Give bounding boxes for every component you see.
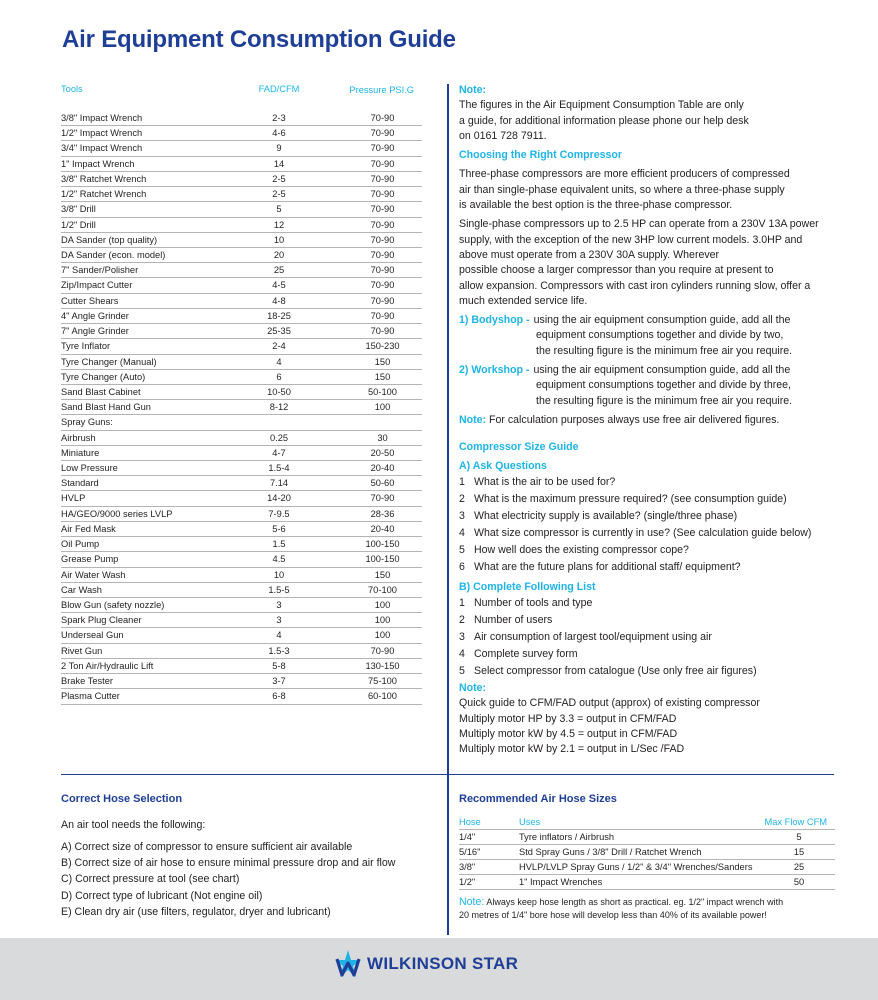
item-text: Complete survey form: [474, 648, 578, 661]
pressure-value: 50-60: [370, 478, 395, 489]
pressure-value: 100: [374, 615, 391, 626]
hose-selection-intro: An air tool needs the following:: [61, 819, 206, 831]
table-row: [61, 126, 422, 141]
tool-name: DA Sander (econ. model): [61, 249, 166, 260]
table-row: [61, 263, 422, 278]
table-row: [61, 583, 422, 598]
item-text: How well does the existing compressor cope?: [474, 543, 689, 556]
table-row: [459, 860, 835, 875]
pressure-value: 70-90: [370, 310, 395, 321]
table-row: [61, 552, 422, 567]
table-row: [61, 476, 422, 491]
tool-name: Air Fed Mask: [61, 523, 116, 534]
item-text: Number of tools and type: [474, 597, 593, 610]
max-flow-value: 25: [793, 862, 805, 872]
item-number: 3: [459, 509, 465, 522]
questions-list: [459, 474, 839, 576]
tool-name: 3/8" Impact Wrench: [61, 113, 143, 123]
tool-name: HVLP: [61, 493, 86, 504]
pressure-value: 70-90: [370, 249, 395, 260]
workshop-label: 2) Workshop -: [459, 364, 530, 377]
complete-list: [459, 595, 839, 680]
tool-name: Brake Tester: [61, 676, 114, 687]
tool-name: 3/8" Drill: [61, 204, 96, 215]
air-hose-body: [459, 830, 835, 890]
fad-cfm-value: 4: [276, 356, 282, 367]
table-row: [61, 324, 422, 339]
pressure-value: [325, 415, 422, 429]
table-row: [61, 507, 422, 522]
tool-name: 4" Angle Grinder: [61, 310, 129, 321]
table-row: [61, 537, 422, 552]
table-row: [61, 644, 422, 659]
fad-cfm-value: 7.14: [269, 478, 289, 489]
tool-name: Underseal Gun: [61, 630, 124, 641]
fad-cfm-value: 0.25: [269, 432, 289, 443]
table-row: [459, 875, 835, 890]
choosing-paragraph-1: Three-phase compressors are more efficient producers of compressed air than single-phase equivalent units, so where a three-phase supply is available the best option is the three-phase compressor.: [459, 168, 790, 212]
max-flow-value: 15: [793, 847, 805, 857]
pressure-value: 70-90: [370, 189, 395, 200]
col-header-max-flow: Max Flow CFM: [764, 817, 827, 827]
tool-name: Blow Gun (safety nozzle): [61, 600, 165, 610]
fad-cfm-value: 20: [273, 249, 285, 260]
table-row: [61, 339, 422, 354]
tool-name: Air Water Wash: [61, 569, 126, 580]
hose-item: E) Clean dry air (use filters, regulator, dryer and lubricant): [61, 905, 331, 918]
footer-band: [0, 938, 878, 1000]
choosing-heading: Choosing the Right Compressor: [459, 149, 623, 162]
output-note-text: Quick guide to CFM/FAD output (approx) of existing compressor Multiply motor HP by 3.3 = output in CFM/FAD Multiply motor kW by 4.5 = output in CFM/FAD Multiply motor kW by 2.1 = output in L/Sec /FAD: [459, 697, 760, 756]
tool-name: Zip/Impact Cutter: [61, 280, 133, 291]
item-number: 5: [459, 543, 465, 556]
fad-cfm-value: 3: [276, 615, 282, 626]
hose-uses: Tyre inflators / Airbrush: [519, 832, 615, 842]
list-item: [459, 559, 839, 576]
pressure-value: 70-90: [370, 326, 395, 337]
bodyshop-label: 1) Bodyshop -: [459, 314, 530, 327]
tool-name: Spray Guns:: [61, 417, 113, 428]
hose-size: 5/16": [459, 847, 481, 857]
item-text: What is the air to be used for?: [474, 475, 616, 488]
air-hose-note-label: Note:: [459, 896, 485, 908]
tool-name: Sand Blast Hand Gun: [61, 402, 151, 413]
table-row: [61, 461, 422, 476]
list-item: [459, 663, 839, 680]
table-row: [61, 522, 422, 537]
item-text: Select compressor from catalogue (Use only free air figures): [474, 665, 757, 678]
compressor-info: [459, 83, 839, 758]
pressure-value: 70-100: [368, 584, 397, 595]
pressure-value: 20-40: [370, 523, 395, 534]
tool-name: DA Sander (top quality): [61, 234, 158, 245]
fad-cfm-value: 2-5: [272, 173, 286, 184]
table-row: [61, 613, 422, 628]
hose-uses: 1" Impact Wrenches: [519, 877, 603, 887]
tool-name: Car Wash: [61, 584, 102, 595]
step-line: the resulting figure is the minimum free air you require.: [536, 344, 793, 357]
pressure-value: 75-100: [368, 676, 397, 687]
fad-cfm-value: 1.5-5: [268, 584, 290, 595]
pressure-value: 100: [374, 402, 391, 413]
item-number: 3: [459, 631, 465, 644]
table-row: [459, 830, 835, 845]
ask-questions-heading: A) Ask Questions: [459, 459, 547, 472]
tool-name: 1/2" Drill: [61, 219, 96, 230]
table-row: [61, 431, 422, 446]
tool-name: Rivet Gun: [61, 645, 103, 656]
table-row: [61, 568, 422, 583]
workshop-step: 2) Workshop - using the air equipment consumption guide, add all the: [459, 363, 839, 378]
pressure-value: 70-90: [370, 173, 395, 184]
fad-cfm-value: 8-12: [269, 402, 289, 413]
fad-cfm-value: [233, 415, 325, 429]
list-item: [459, 646, 839, 663]
table-row: [61, 294, 422, 309]
pressure-value: 70-90: [370, 645, 395, 656]
tool-name: 3/8" Ratchet Wrench: [61, 173, 147, 184]
table-row: [61, 141, 422, 156]
pressure-value: 130-150: [365, 660, 400, 671]
tool-name: Sand Blast Cabinet: [61, 386, 141, 397]
table-row: [61, 187, 422, 202]
hose-item: D) Correct type of lubricant (Not engine oil): [61, 889, 263, 902]
complete-list-heading: B) Complete Following List: [459, 580, 596, 593]
pressure-value: 50-100: [368, 386, 397, 397]
item-number: 2: [459, 614, 465, 627]
fad-cfm-value: 6-8: [272, 691, 286, 702]
fad-cfm-value: 12: [273, 219, 285, 230]
fad-cfm-value: 14-20: [267, 493, 291, 504]
pressure-value: 30: [377, 432, 388, 443]
table-row: [61, 370, 422, 385]
tool-name: 7" Sander/Polisher: [61, 265, 139, 276]
item-number: 1: [459, 475, 465, 488]
air-hose-heading: Recommended Air Hose Sizes: [459, 793, 617, 805]
bodyshop-step: 1) Bodyshop - using the air equipment consumption guide, add all the: [459, 313, 839, 328]
hose-uses: HVLP/LVLP Spray Guns / 1/2" & 3/4" Wrenches/Sanders: [519, 862, 753, 872]
tool-name: Tyre Changer (Auto): [61, 371, 146, 382]
item-number: 1: [459, 597, 465, 610]
fad-cfm-value: 2-5: [272, 189, 286, 200]
hose-item: B) Correct size of air hose to ensure minimal pressure drop and air flow: [61, 857, 396, 870]
pressure-value: 70-90: [370, 219, 395, 230]
column-divider-top: [447, 84, 449, 774]
step-line: equipment consumptions together and divide by two,: [536, 329, 784, 342]
pressure-value: 60-100: [368, 691, 397, 702]
tool-name: 1" Impact Wrench: [61, 158, 135, 169]
fad-cfm-value: 18-25: [267, 310, 291, 321]
table-row: [61, 202, 422, 217]
tool-name: 1/2" Ratchet Wrench: [61, 189, 147, 200]
pressure-value: 70-90: [370, 204, 395, 215]
tool-name: Low Pressure: [61, 463, 118, 474]
size-guide-heading: Compressor Size Guide: [459, 441, 579, 454]
pressure-value: 70-90: [370, 113, 395, 123]
table-row: [61, 415, 422, 430]
table-row: [61, 491, 422, 506]
pressure-value: 70-90: [370, 295, 395, 306]
brand-name: WILKINSON STAR: [367, 954, 519, 973]
tool-name: Tyre Changer (Manual): [61, 356, 157, 367]
note-heading: Note:: [459, 84, 487, 96]
page-title: Air Equipment Consumption Guide: [62, 26, 456, 53]
item-number: 4: [459, 648, 465, 661]
fad-cfm-value: 4-5: [272, 280, 286, 291]
hose-selection: [61, 793, 436, 920]
table-row: [61, 157, 422, 172]
list-item: [459, 629, 839, 646]
tool-name: 1/2" Impact Wrench: [61, 128, 143, 139]
hose-item: C) Correct pressure at tool (see chart): [61, 873, 240, 886]
table-row: [61, 218, 422, 233]
pressure-value: 70-90: [370, 158, 395, 169]
column-divider-bottom: [447, 775, 449, 935]
pressure-value: 70-90: [370, 265, 395, 276]
pressure-value: 150: [374, 371, 391, 382]
item-text: What electricity supply is available? (single/three phase): [474, 509, 738, 522]
tool-name: 3/4" Impact Wrench: [61, 143, 143, 154]
fad-cfm-value: 5-8: [272, 660, 286, 671]
fad-cfm-value: 25: [273, 265, 285, 276]
fad-cfm-value: 25-35: [267, 326, 291, 337]
pressure-value: 20-50: [370, 447, 395, 458]
table-row: [61, 111, 422, 126]
col-header-hose: Hose: [459, 817, 481, 827]
tool-name: Grease Pump: [61, 554, 119, 565]
pressure-value: 70-90: [370, 280, 395, 291]
fad-cfm-value: 2-4: [272, 341, 286, 352]
item-text: What are the future plans for additional staff/ equipment?: [474, 560, 741, 573]
air-hose-note: Note: Always keep hose length as short as practical. eg. 1/2" impact wrench with 20 metres of 1/4" bore hose will develop less than 40% of its available power!: [459, 896, 784, 920]
pressure-value: 70-90: [370, 234, 395, 245]
fad-cfm-value: 6: [276, 371, 282, 382]
table-row: [459, 845, 835, 860]
fad-cfm-value: 1.5-4: [268, 463, 290, 474]
fad-cfm-value: 4-7: [272, 447, 286, 458]
tool-name: Oil Pump: [61, 539, 100, 550]
table-row: [61, 400, 422, 415]
air-hose-header: [459, 815, 835, 830]
fad-cfm-value: 5: [276, 204, 282, 215]
pressure-value: 100-150: [365, 554, 400, 565]
fad-cfm-value: 10: [273, 569, 285, 580]
item-number: 5: [459, 665, 465, 678]
fad-cfm-value: 3-7: [272, 676, 286, 687]
hose-uses: Std Spray Guns / 3/8" Drill / Ratchet Wrench: [519, 847, 702, 857]
hose-item: A) Correct size of compressor to ensure sufficient air available: [61, 841, 353, 853]
brand-logo: [333, 949, 518, 979]
table-row: [61, 233, 422, 248]
list-item: [459, 474, 839, 491]
hose-size: 1/4": [459, 832, 476, 842]
table-row: [61, 659, 422, 674]
col-header-pressure: Pressure PSI.G: [349, 85, 414, 95]
tool-name: Airbrush: [61, 432, 96, 443]
table-row: [61, 248, 422, 263]
item-number: 2: [459, 492, 465, 505]
item-number: 4: [459, 526, 465, 539]
tool-name: Spark Plug Cleaner: [61, 615, 142, 626]
fad-cfm-value: 10: [273, 234, 285, 245]
consumption-table-body: [61, 111, 422, 705]
fad-cfm-value: 5-6: [272, 523, 286, 534]
fad-cfm-value: 2-3: [272, 113, 286, 123]
air-hose-sizes: [459, 793, 835, 922]
pressure-value: 70-90: [370, 128, 395, 139]
tool-name: 7" Angle Grinder: [61, 326, 129, 337]
pressure-value: 20-40: [370, 463, 395, 474]
pressure-value: 100-150: [365, 539, 400, 550]
fad-cfm-value: 4: [276, 630, 282, 641]
fad-cfm-value: 1.5: [272, 539, 286, 550]
output-note-heading: Note:: [459, 682, 487, 695]
step-line: the resulting figure is the minimum free air you require.: [536, 394, 793, 407]
tool-name: Standard: [61, 478, 99, 489]
table-row: [61, 278, 422, 293]
pressure-value: 70-90: [370, 143, 395, 154]
choosing-paragraph-2: Single-phase compressors up to 2.5 HP can operate from a 230V 13A power supply, with the exception of the new 3HP low current models. 3.0HP and above must operate from a 230V 30A supply. Wherever possible choose a larger compressor than you require at present to allow expansion. Compressors with cast iron cylinders running slow, offer a much extended service life.: [459, 218, 819, 307]
pressure-value: 150: [374, 569, 391, 580]
consumption-table: [61, 84, 422, 705]
table-row: [61, 689, 422, 704]
col-header-tools: Tools: [61, 84, 83, 94]
list-item: [459, 612, 839, 629]
table-row: [61, 598, 422, 613]
pressure-value: 150-230: [365, 341, 400, 352]
fad-cfm-value: 4-8: [272, 295, 286, 306]
tool-name: Miniature: [61, 447, 100, 458]
hose-selection-heading: Correct Hose Selection: [61, 793, 183, 805]
table-row: [61, 628, 422, 643]
item-text: What is the maximum pressure required? (see consumption guide): [474, 492, 787, 505]
fad-cfm-value: 4-6: [272, 128, 286, 139]
fad-cfm-value: 1.5-3: [268, 645, 290, 656]
list-item: [459, 525, 839, 542]
hose-size: 3/8": [459, 862, 476, 872]
calculation-note: Note: For calculation purposes always use free air delivered figures.: [459, 413, 780, 426]
calculation-note-label: Note:: [459, 413, 487, 426]
list-item: [459, 491, 839, 508]
table-row: [61, 172, 422, 187]
pressure-value: 70-90: [370, 493, 395, 504]
tool-name: HA/GEO/9000 series LVLP: [61, 508, 173, 519]
fad-cfm-value: 4.5: [272, 554, 286, 565]
fad-cfm-value: 3: [276, 600, 282, 610]
table-row: [61, 446, 422, 461]
list-item: [459, 508, 839, 525]
fad-cfm-value: 9: [276, 143, 282, 154]
col-header-fad: FAD/CFM: [258, 84, 300, 94]
star-logo-icon: [333, 949, 363, 979]
item-text: Air consumption of largest tool/equipment using air: [474, 631, 712, 644]
pressure-value: 28-36: [370, 508, 395, 519]
item-number: 6: [459, 560, 465, 573]
consumption-table-header: [61, 84, 422, 111]
pressure-value: 150: [374, 356, 391, 367]
list-item: [459, 542, 839, 559]
table-row: [61, 355, 422, 370]
max-flow-value: 5: [796, 832, 802, 842]
fad-cfm-value: 10-50: [267, 386, 291, 397]
fad-cfm-value: 14: [273, 158, 285, 169]
table-row: [61, 385, 422, 400]
item-text: What size compressor is currently in use? (See calculation guide below): [474, 526, 812, 539]
tool-name: Cutter Shears: [61, 295, 119, 306]
pressure-value: 100: [374, 600, 391, 610]
list-item: [459, 595, 839, 612]
table-row: [61, 674, 422, 689]
item-text: Number of users: [474, 614, 553, 627]
max-flow-value: 50: [793, 877, 805, 887]
col-header-uses: Uses: [519, 817, 541, 827]
hose-size: 1/2": [459, 877, 476, 887]
tool-name: Tyre Inflator: [61, 341, 111, 352]
note-text: The figures in the Air Equipment Consumption Table are only a guide, for additional information please phone our help desk on 0161 728 7911.: [459, 99, 749, 142]
step-line: equipment consumptions together and divide by three,: [536, 379, 792, 392]
fad-cfm-value: 7-9.5: [268, 508, 290, 519]
tool-name: 2 Ton Air/Hydraulic Lift: [61, 660, 154, 671]
pressure-value: 100: [374, 630, 391, 641]
table-row: [61, 309, 422, 324]
tool-name: Plasma Cutter: [61, 691, 120, 702]
